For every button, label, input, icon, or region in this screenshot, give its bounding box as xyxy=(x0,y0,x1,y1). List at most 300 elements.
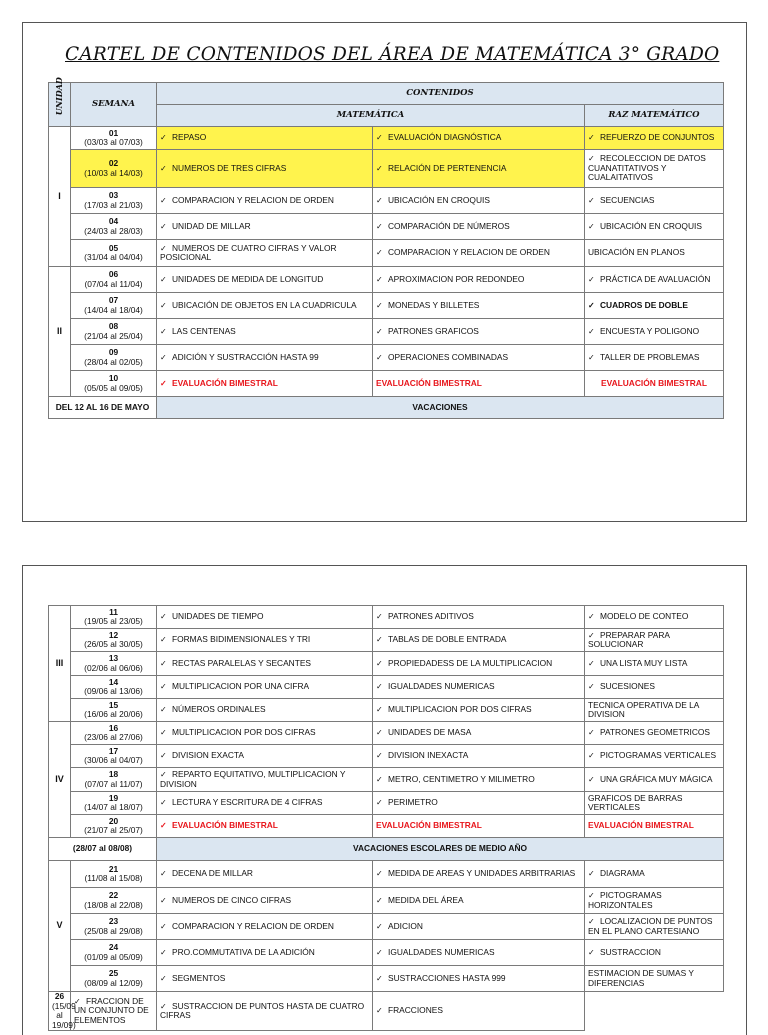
math-content-1 xyxy=(157,745,373,768)
checkmark-icon: ✓ xyxy=(376,869,383,879)
header-unidad: UNIDAD xyxy=(49,83,71,127)
math-content-2-text: SUSTRACCIONES HASTA 999 xyxy=(388,972,506,983)
math-content-2 xyxy=(373,267,585,293)
checkmark-icon: ✓ xyxy=(588,274,595,284)
week-number: 12 xyxy=(108,629,119,640)
table-row xyxy=(49,371,724,397)
week-dates: (02/06 al 06/06) xyxy=(84,662,143,673)
math-content-2-text: IGUALDADES NUMERICAS xyxy=(388,681,495,692)
week-dates: (28/04 al 02/05) xyxy=(84,356,143,367)
math-content-2-text: EVALUACIÓN BIMESTRAL xyxy=(376,377,482,388)
checkmark-icon: ✓ xyxy=(160,682,167,692)
math-content-1 xyxy=(157,240,373,267)
math-content-1-text: NÚMEROS ORDINALES xyxy=(172,704,266,715)
raz-content xyxy=(585,861,724,888)
week-dates: (21/04 al 25/04) xyxy=(84,330,143,341)
week-number: 05 xyxy=(108,242,119,253)
math-content-1-text: LAS CENTENAS xyxy=(172,325,236,336)
raz-content xyxy=(585,127,724,150)
math-content-2-text: DIVISION INEXACTA xyxy=(388,750,469,761)
checkmark-icon: ✓ xyxy=(376,248,383,258)
math-content-1-text: LECTURA Y ESCRITURA DE 4 CIFRAS xyxy=(172,797,323,808)
math-content-1 xyxy=(157,629,373,652)
math-content-2-text: PATRONES GRAFICOS xyxy=(388,325,479,336)
raz-content-text: CUADROS DE DOBLE xyxy=(600,299,688,310)
checkmark-icon: ✓ xyxy=(160,300,167,310)
math-content-2 xyxy=(373,127,585,150)
raz-content-text: UNA LISTA MUY LISTA xyxy=(600,657,688,668)
checkmark-icon: ✓ xyxy=(160,221,167,231)
raz-content xyxy=(585,345,724,371)
math-content-2-text: UNIDADES DE MASA xyxy=(388,727,472,738)
math-content-2 xyxy=(373,745,585,768)
raz-content-text: LOCALIZACION DE PUNTOS EN EL PLANO CARTESIANO xyxy=(588,916,713,936)
unit-cell: I xyxy=(49,127,71,267)
math-content-2-text: UBICACIÓN EN CROQUIS xyxy=(388,194,490,205)
checkmark-icon: ✓ xyxy=(376,163,383,173)
checkmark-icon: ✓ xyxy=(160,798,167,808)
math-content-2 xyxy=(373,940,585,966)
table-row xyxy=(49,188,724,214)
raz-content xyxy=(585,240,724,267)
week-cell xyxy=(71,293,157,319)
week-number: 07 xyxy=(108,295,119,305)
raz-content xyxy=(585,629,724,652)
checkmark-icon: ✓ xyxy=(160,728,167,738)
week-dates: (15/09 al 19/09) xyxy=(52,1000,76,1030)
math-content-1-text: NUMEROS DE CUATRO CIFRAS Y VALOR POSICIONAL xyxy=(160,242,337,262)
week-dates: (07/07 al 11/07) xyxy=(84,778,143,789)
math-content-2 xyxy=(373,966,585,992)
week-cell xyxy=(71,768,157,792)
table-row xyxy=(49,652,724,676)
table-row xyxy=(49,267,724,293)
raz-content xyxy=(585,792,724,815)
checkmark-icon: ✓ xyxy=(160,378,167,388)
math-content-2 xyxy=(373,792,585,815)
week-cell xyxy=(71,940,157,966)
math-content-2-text: EVALUACIÓN BIMESTRAL xyxy=(376,820,482,831)
math-content-2-text: COMPARACION Y RELACION DE ORDEN xyxy=(388,247,550,258)
week-dates: (14/04 al 18/04) xyxy=(84,304,143,315)
math-content-1-text: DIVISION EXACTA xyxy=(172,750,244,761)
math-content-1 xyxy=(71,992,157,1031)
week-cell xyxy=(49,991,76,1031)
week-number: 18 xyxy=(108,769,119,779)
week-number: 04 xyxy=(108,216,119,226)
math-content-2-text: OPERACIONES COMBINADAS xyxy=(388,351,509,362)
checkmark-icon: ✓ xyxy=(588,751,595,761)
checkmark-icon: ✓ xyxy=(376,221,383,231)
contents-table-2 xyxy=(48,605,724,1031)
math-content-1-text: FORMAS BIDIMENSIONALES Y TRI xyxy=(172,634,311,645)
checkmark-icon: ✓ xyxy=(376,133,383,143)
checkmark-icon: ✓ xyxy=(588,352,595,362)
checkmark-icon: ✓ xyxy=(376,705,383,715)
math-content-1-text: REPASO xyxy=(172,132,207,143)
week-number: 17 xyxy=(108,745,119,756)
raz-content-text: GRAFICOS DE BARRAS VERTICALES xyxy=(588,792,683,812)
math-content-2-text: MEDIDA DE AREAS Y UNIDADES ARBITRARIAS xyxy=(388,868,576,879)
week-dates: (26/05 al 30/05) xyxy=(84,639,143,649)
vacation-label: VACACIONES xyxy=(157,397,724,419)
table-row xyxy=(49,629,724,652)
week-number: 06 xyxy=(108,269,119,279)
checkmark-icon: ✓ xyxy=(160,163,167,173)
week-cell xyxy=(71,792,157,815)
math-content-1-text: COMPARACION Y RELACION DE ORDEN xyxy=(172,920,334,931)
unit-cell: V xyxy=(49,861,71,992)
math-content-2-text: MULTIPLICACION POR DOS CIFRAS xyxy=(388,704,532,715)
vacation-dates: (28/07 al 08/08) xyxy=(49,838,157,861)
checkmark-icon: ✓ xyxy=(160,658,167,668)
raz-content xyxy=(585,699,724,722)
math-content-2 xyxy=(373,345,585,371)
math-content-1 xyxy=(157,966,373,992)
math-content-1 xyxy=(157,293,373,319)
week-dates: (23/06 al 27/06) xyxy=(84,732,143,742)
table-row xyxy=(49,676,724,699)
math-content-2 xyxy=(373,188,585,214)
checkmark-icon: ✓ xyxy=(588,947,595,957)
raz-content xyxy=(585,319,724,345)
raz-content-text: UNA GRÁFICA MUY MÁGICA xyxy=(600,773,713,784)
week-cell xyxy=(71,861,157,888)
math-content-1 xyxy=(157,768,373,792)
checkmark-icon: ✓ xyxy=(160,326,167,336)
checkmark-icon: ✓ xyxy=(376,921,383,931)
raz-content-text: REFUERZO DE CONJUNTOS xyxy=(600,132,715,143)
raz-content-text: TECNICA OPERATIVA DE LA DIVISION xyxy=(588,699,699,719)
checkmark-icon: ✓ xyxy=(588,221,595,231)
checkmark-icon: ✓ xyxy=(376,751,383,761)
week-cell xyxy=(71,722,157,745)
math-content-1 xyxy=(157,940,373,966)
week-dates: (08/09 al 12/09) xyxy=(84,977,143,988)
raz-content xyxy=(585,652,724,676)
checkmark-icon: ✓ xyxy=(588,728,595,738)
week-number: 20 xyxy=(108,815,119,826)
checkmark-icon: ✓ xyxy=(376,612,383,622)
math-content-2 xyxy=(373,699,585,722)
checkmark-icon: ✓ xyxy=(376,895,383,905)
raz-content xyxy=(585,914,724,940)
raz-content xyxy=(585,606,724,629)
math-content-1-text: COMPARACION Y RELACION DE ORDEN xyxy=(172,194,334,205)
table-row xyxy=(49,861,724,888)
week-dates: (05/05 al 09/05) xyxy=(84,382,143,393)
math-content-2 xyxy=(373,293,585,319)
raz-content-text: PREPARAR PARA SOLUCIONAR xyxy=(588,629,670,649)
table-row xyxy=(49,240,724,267)
week-number: 10 xyxy=(108,373,119,383)
week-cell xyxy=(71,345,157,371)
math-content-1-text: UBICACIÓN DE OBJETOS EN LA CUADRICULA xyxy=(172,299,357,310)
checkmark-icon: ✓ xyxy=(160,243,167,253)
week-number: 19 xyxy=(108,792,119,803)
math-content-2-text: PERIMETRO xyxy=(388,797,438,808)
week-dates: (30/06 al 04/07) xyxy=(84,755,143,765)
vacation-dates: DEL 12 AL 16 DE MAYO xyxy=(49,397,157,419)
math-content-2 xyxy=(373,214,585,240)
math-content-2 xyxy=(373,150,585,188)
raz-content-text: TALLER DE PROBLEMAS xyxy=(600,351,700,362)
math-content-2 xyxy=(373,606,585,629)
week-cell xyxy=(71,745,157,768)
math-content-1-text: MULTIPLICACION POR DOS CIFRAS xyxy=(172,727,316,738)
math-content-1-text: RECTAS PARALELAS Y SECANTES xyxy=(172,657,312,668)
table-row xyxy=(49,792,724,815)
math-content-2 xyxy=(373,722,585,745)
week-number: 15 xyxy=(108,699,119,710)
raz-content-text: RECOLECCION DE DATOS CUANATITATIVOS Y CUALAITATIVOS xyxy=(588,153,706,183)
unit-cell: III xyxy=(49,606,71,722)
math-content-1-text: MULTIPLICACION POR UNA CIFRA xyxy=(172,681,310,692)
checkmark-icon: ✓ xyxy=(160,751,167,761)
checkmark-icon: ✓ xyxy=(376,658,383,668)
checkmark-icon: ✓ xyxy=(588,630,595,640)
raz-content-text: DIAGRAMA xyxy=(600,868,645,879)
math-content-1 xyxy=(157,319,373,345)
checkmark-icon: ✓ xyxy=(160,635,167,645)
checkmark-icon: ✓ xyxy=(588,658,595,668)
week-number: 25 xyxy=(108,968,119,978)
checkmark-icon: ✓ xyxy=(74,996,81,1006)
math-content-1-text: PRO.COMMUTATIVA DE LA ADICIÓN xyxy=(172,946,315,957)
vacation-row xyxy=(49,838,724,861)
raz-content-text: SECUENCIAS xyxy=(600,194,655,205)
week-cell xyxy=(71,699,157,722)
checkmark-icon: ✓ xyxy=(588,195,595,205)
table-row xyxy=(49,745,724,768)
week-dates: (16/06 al 20/06) xyxy=(84,709,143,719)
raz-content-text: SUCESIONES xyxy=(600,681,655,692)
math-content-1-text: EVALUACIÓN BIMESTRAL xyxy=(172,820,278,831)
week-cell xyxy=(71,966,157,992)
table-row xyxy=(49,606,724,629)
raz-content-text: UBICACIÓN EN PLANOS xyxy=(588,247,685,258)
raz-content-text: FRACCIONES xyxy=(388,1005,443,1016)
math-content-1-text: EVALUACIÓN BIMESTRAL xyxy=(172,377,278,388)
math-content-2 xyxy=(373,676,585,699)
checkmark-icon: ✓ xyxy=(588,869,595,879)
checkmark-icon: ✓ xyxy=(588,682,595,692)
week-cell xyxy=(71,629,157,652)
math-content-2-text: RELACIÓN DE PERTENENCIA xyxy=(388,162,507,173)
week-cell xyxy=(71,127,157,150)
checkmark-icon: ✓ xyxy=(588,154,595,164)
math-content-2 xyxy=(373,240,585,267)
week-number: 11 xyxy=(109,606,118,617)
checkmark-icon: ✓ xyxy=(376,1006,383,1016)
raz-content-text: SUSTRACCION xyxy=(600,946,661,957)
math-content-1 xyxy=(157,914,373,940)
math-content-2 xyxy=(157,992,373,1031)
checkmark-icon: ✓ xyxy=(160,869,167,879)
math-content-1-text: DECENA DE MILLAR xyxy=(172,868,253,879)
raz-content-text: MODELO DE CONTEO xyxy=(600,611,689,622)
raz-content xyxy=(585,267,724,293)
math-content-1 xyxy=(157,676,373,699)
checkmark-icon: ✓ xyxy=(376,774,383,784)
checkmark-icon: ✓ xyxy=(376,728,383,738)
raz-content xyxy=(585,676,724,699)
document-page-1 xyxy=(22,22,747,522)
week-number: 22 xyxy=(108,890,119,900)
header-semana: SEMANA xyxy=(71,83,157,127)
week-number: 13 xyxy=(108,653,119,663)
math-content-1 xyxy=(157,188,373,214)
week-cell xyxy=(71,150,157,188)
math-content-1 xyxy=(157,150,373,188)
checkmark-icon: ✓ xyxy=(376,352,383,362)
table-row xyxy=(49,888,724,914)
raz-content-text: EVALUACIÓN BIMESTRAL xyxy=(601,377,707,388)
math-content-1-text: ADICIÓN Y SUSTRACCIÓN HASTA 99 xyxy=(172,351,319,362)
math-content-1-text: UNIDADES DE TIEMPO xyxy=(172,611,264,622)
week-dates: (10/03 al 14/03) xyxy=(84,167,143,178)
checkmark-icon: ✓ xyxy=(160,921,167,931)
math-content-1 xyxy=(157,722,373,745)
raz-content xyxy=(585,966,724,992)
raz-content xyxy=(585,722,724,745)
header-contenidos: CONTENIDOS xyxy=(157,83,724,105)
week-dates: (25/08 al 29/08) xyxy=(84,925,143,936)
week-dates: (07/04 al 11/04) xyxy=(84,278,143,289)
math-content-1 xyxy=(157,815,373,838)
checkmark-icon: ✓ xyxy=(376,682,383,692)
math-content-2-text: ADICION xyxy=(388,920,423,931)
checkmark-icon: ✓ xyxy=(376,947,383,957)
math-content-2 xyxy=(373,815,585,838)
table-row xyxy=(49,699,724,722)
week-cell xyxy=(71,676,157,699)
math-content-1 xyxy=(157,127,373,150)
checkmark-icon: ✓ xyxy=(588,774,595,784)
math-content-2-text: SUSTRACCION DE PUNTOS HASTA DE CUATRO CIFRAS xyxy=(160,1000,365,1020)
week-number: 23 xyxy=(108,916,119,926)
math-content-1 xyxy=(157,371,373,397)
week-number: 08 xyxy=(108,321,119,331)
week-number: 21 xyxy=(108,863,119,874)
week-dates: (17/03 al 21/03) xyxy=(84,199,143,210)
week-cell xyxy=(71,606,157,629)
math-content-2 xyxy=(373,888,585,914)
math-content-2-text: MEDIDA DEL ÁREA xyxy=(388,894,464,905)
checkmark-icon: ✓ xyxy=(160,274,167,284)
raz-content xyxy=(585,940,724,966)
math-content-2 xyxy=(373,319,585,345)
raz-content xyxy=(585,768,724,792)
raz-content-text: EVALUACIÓN BIMESTRAL xyxy=(588,820,694,831)
document-page-2 xyxy=(22,565,747,1035)
checkmark-icon: ✓ xyxy=(588,917,595,926)
math-content-1 xyxy=(157,652,373,676)
checkmark-icon: ✓ xyxy=(160,895,167,905)
math-content-2-text: PROPIEDADESS DE LA MULTIPLICACION xyxy=(388,657,553,668)
raz-content xyxy=(585,150,724,188)
week-number: 24 xyxy=(108,942,119,952)
week-dates: (19/05 al 23/05) xyxy=(84,616,143,626)
table-row xyxy=(49,319,724,345)
week-number: 16 xyxy=(108,722,119,733)
week-cell xyxy=(71,240,157,267)
raz-content-text: PICTOGRAMAS HORIZONTALES xyxy=(588,890,662,910)
table-row xyxy=(49,992,724,1031)
checkmark-icon: ✓ xyxy=(376,300,383,310)
math-content-1 xyxy=(157,699,373,722)
checkmark-icon: ✓ xyxy=(160,133,167,143)
table-row xyxy=(49,768,724,792)
week-cell xyxy=(71,888,157,914)
raz-content xyxy=(585,371,724,397)
checkmark-icon: ✓ xyxy=(376,274,383,284)
week-cell xyxy=(71,188,157,214)
checkmark-icon: ✓ xyxy=(160,770,167,779)
math-content-1-text: UNIDAD DE MILLAR xyxy=(172,220,251,231)
week-dates: (21/07 al 25/07) xyxy=(84,825,143,835)
table-row xyxy=(49,914,724,940)
math-content-1-text: NUMEROS DE TRES CIFRAS xyxy=(172,162,287,173)
checkmark-icon: ✓ xyxy=(160,612,167,622)
checkmark-icon: ✓ xyxy=(160,352,167,362)
checkmark-icon: ✓ xyxy=(588,612,595,622)
raz-content xyxy=(585,745,724,768)
math-content-2-text: PATRONES ADITIVOS xyxy=(388,611,474,622)
math-content-2 xyxy=(373,629,585,652)
math-content-1 xyxy=(157,345,373,371)
checkmark-icon: ✓ xyxy=(376,326,383,336)
math-content-2 xyxy=(373,652,585,676)
math-content-1 xyxy=(157,606,373,629)
week-dates: (03/03 al 07/03) xyxy=(84,137,143,147)
week-number: 09 xyxy=(108,347,119,357)
math-content-1 xyxy=(157,214,373,240)
week-dates: (24/03 al 28/03) xyxy=(84,225,143,236)
week-number: 26 xyxy=(54,991,65,1001)
raz-content-text: ESTIMACION DE SUMAS Y DIFERENCIAS xyxy=(588,968,694,988)
checkmark-icon: ✓ xyxy=(376,973,383,983)
checkmark-icon: ✓ xyxy=(160,705,167,715)
week-dates: (31/04 al 04/04) xyxy=(84,252,143,262)
table-row xyxy=(49,966,724,992)
raz-content xyxy=(585,888,724,914)
week-number: 14 xyxy=(108,676,119,687)
table-row xyxy=(49,214,724,240)
math-content-1-text: NUMEROS DE CINCO CIFRAS xyxy=(172,894,292,905)
table-row xyxy=(49,815,724,838)
math-content-2-text: EVALUACIÓN DIAGNÓSTICA xyxy=(388,132,502,143)
math-content-1-text: FRACCION DE UN CONJUNTO DE ELEMENTOS xyxy=(74,995,149,1025)
checkmark-icon: ✓ xyxy=(160,947,167,957)
unit-cell: II xyxy=(49,267,71,397)
week-cell xyxy=(71,914,157,940)
checkmark-icon: ✓ xyxy=(376,195,383,205)
raz-content-text: PRÁCTICA DE AVALUACIÓN xyxy=(600,273,711,284)
checkmark-icon: ✓ xyxy=(376,635,383,645)
checkmark-icon: ✓ xyxy=(160,195,167,205)
contents-table-1 xyxy=(48,76,724,419)
math-content-1 xyxy=(157,267,373,293)
week-cell xyxy=(71,371,157,397)
week-number: 01 xyxy=(108,127,119,138)
math-content-2-text: METRO, CENTIMETRO Y MILIMETRO xyxy=(388,773,535,784)
week-cell xyxy=(71,319,157,345)
header-raz: RAZ MATEMÁTICO xyxy=(585,105,724,127)
unit-cell: IV xyxy=(49,722,71,838)
table-row xyxy=(49,345,724,371)
math-content-1-text: REPARTO EQUITATIVO, MULTIPLICACION Y DIVISION xyxy=(160,769,346,789)
